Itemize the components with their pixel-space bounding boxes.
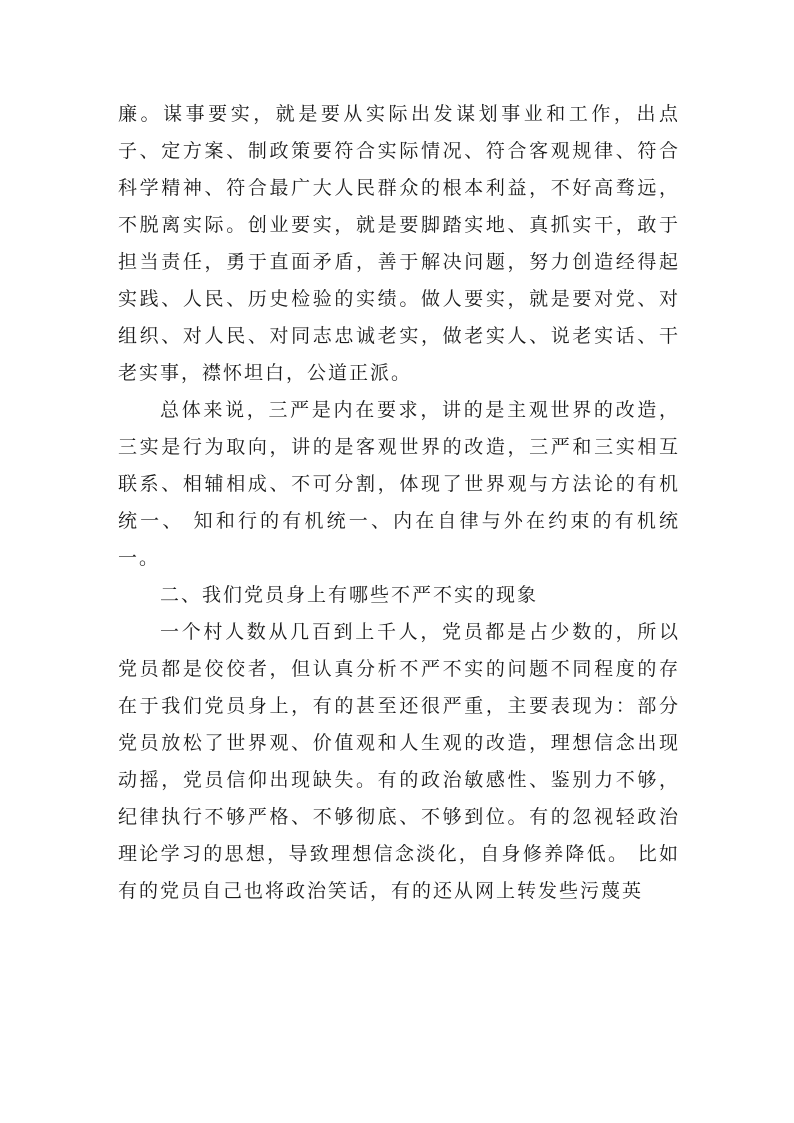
paragraph-summary: 总体来说，三严是内在要求，讲的是主观世界的改造，三实是行为取向，讲的是客观世界的改造，三严和三实相互联系、相辅相成、不可分割，体现了世界观与方法论的有机统一、 知和行的有机统一、内在自律与外在约束的有机统一。 (118, 399, 680, 569)
paragraph-continuation: 廉。谋事要实，就是要从实际出发谋划事业和工作，出点子、定方案、制政策要符合实际情况、符合客观规律、符合科学精神、符合最广大人民群众的根本利益，不好高骛远，不脱离实际。创业要实，就是要脚踏实地、真抓实干，敢于担当责任，勇于直面矛盾，善于解决问题，努力创造经得起实践、人民、历史检验的实绩。做人要实，就是要对党、对组织、对人民、对同志忠诚老实，做老实人、说老实话、干老实事，襟怀坦白，公道正派。 (118, 103, 680, 384)
paragraph-phenomena: 一个村人数从几百到上千人，党员都是占少数的，所以党员都是佼佼者，但认真分析不严不实的问题不同程度的存在于我们党员身上，有的甚至还很严重，主要表现为：部分党员放松了世界观、价值观和人生观的改造，理想信念出现动摇，党员信仰出现缺失。有的政治敏感性、鉴别力不够，纪律执行不够严格、不够彻底、不够到位。有的忽视轻政治理论学习的思想，导致理想信念淡化，自身修养降低。 比如有的党员自己也将政治笑话，有的还从网上转发些污蔑英 (118, 621, 680, 902)
document-body (118, 96, 680, 910)
section-heading: 二、我们党员身上有哪些不严不实的现象 (160, 584, 539, 606)
